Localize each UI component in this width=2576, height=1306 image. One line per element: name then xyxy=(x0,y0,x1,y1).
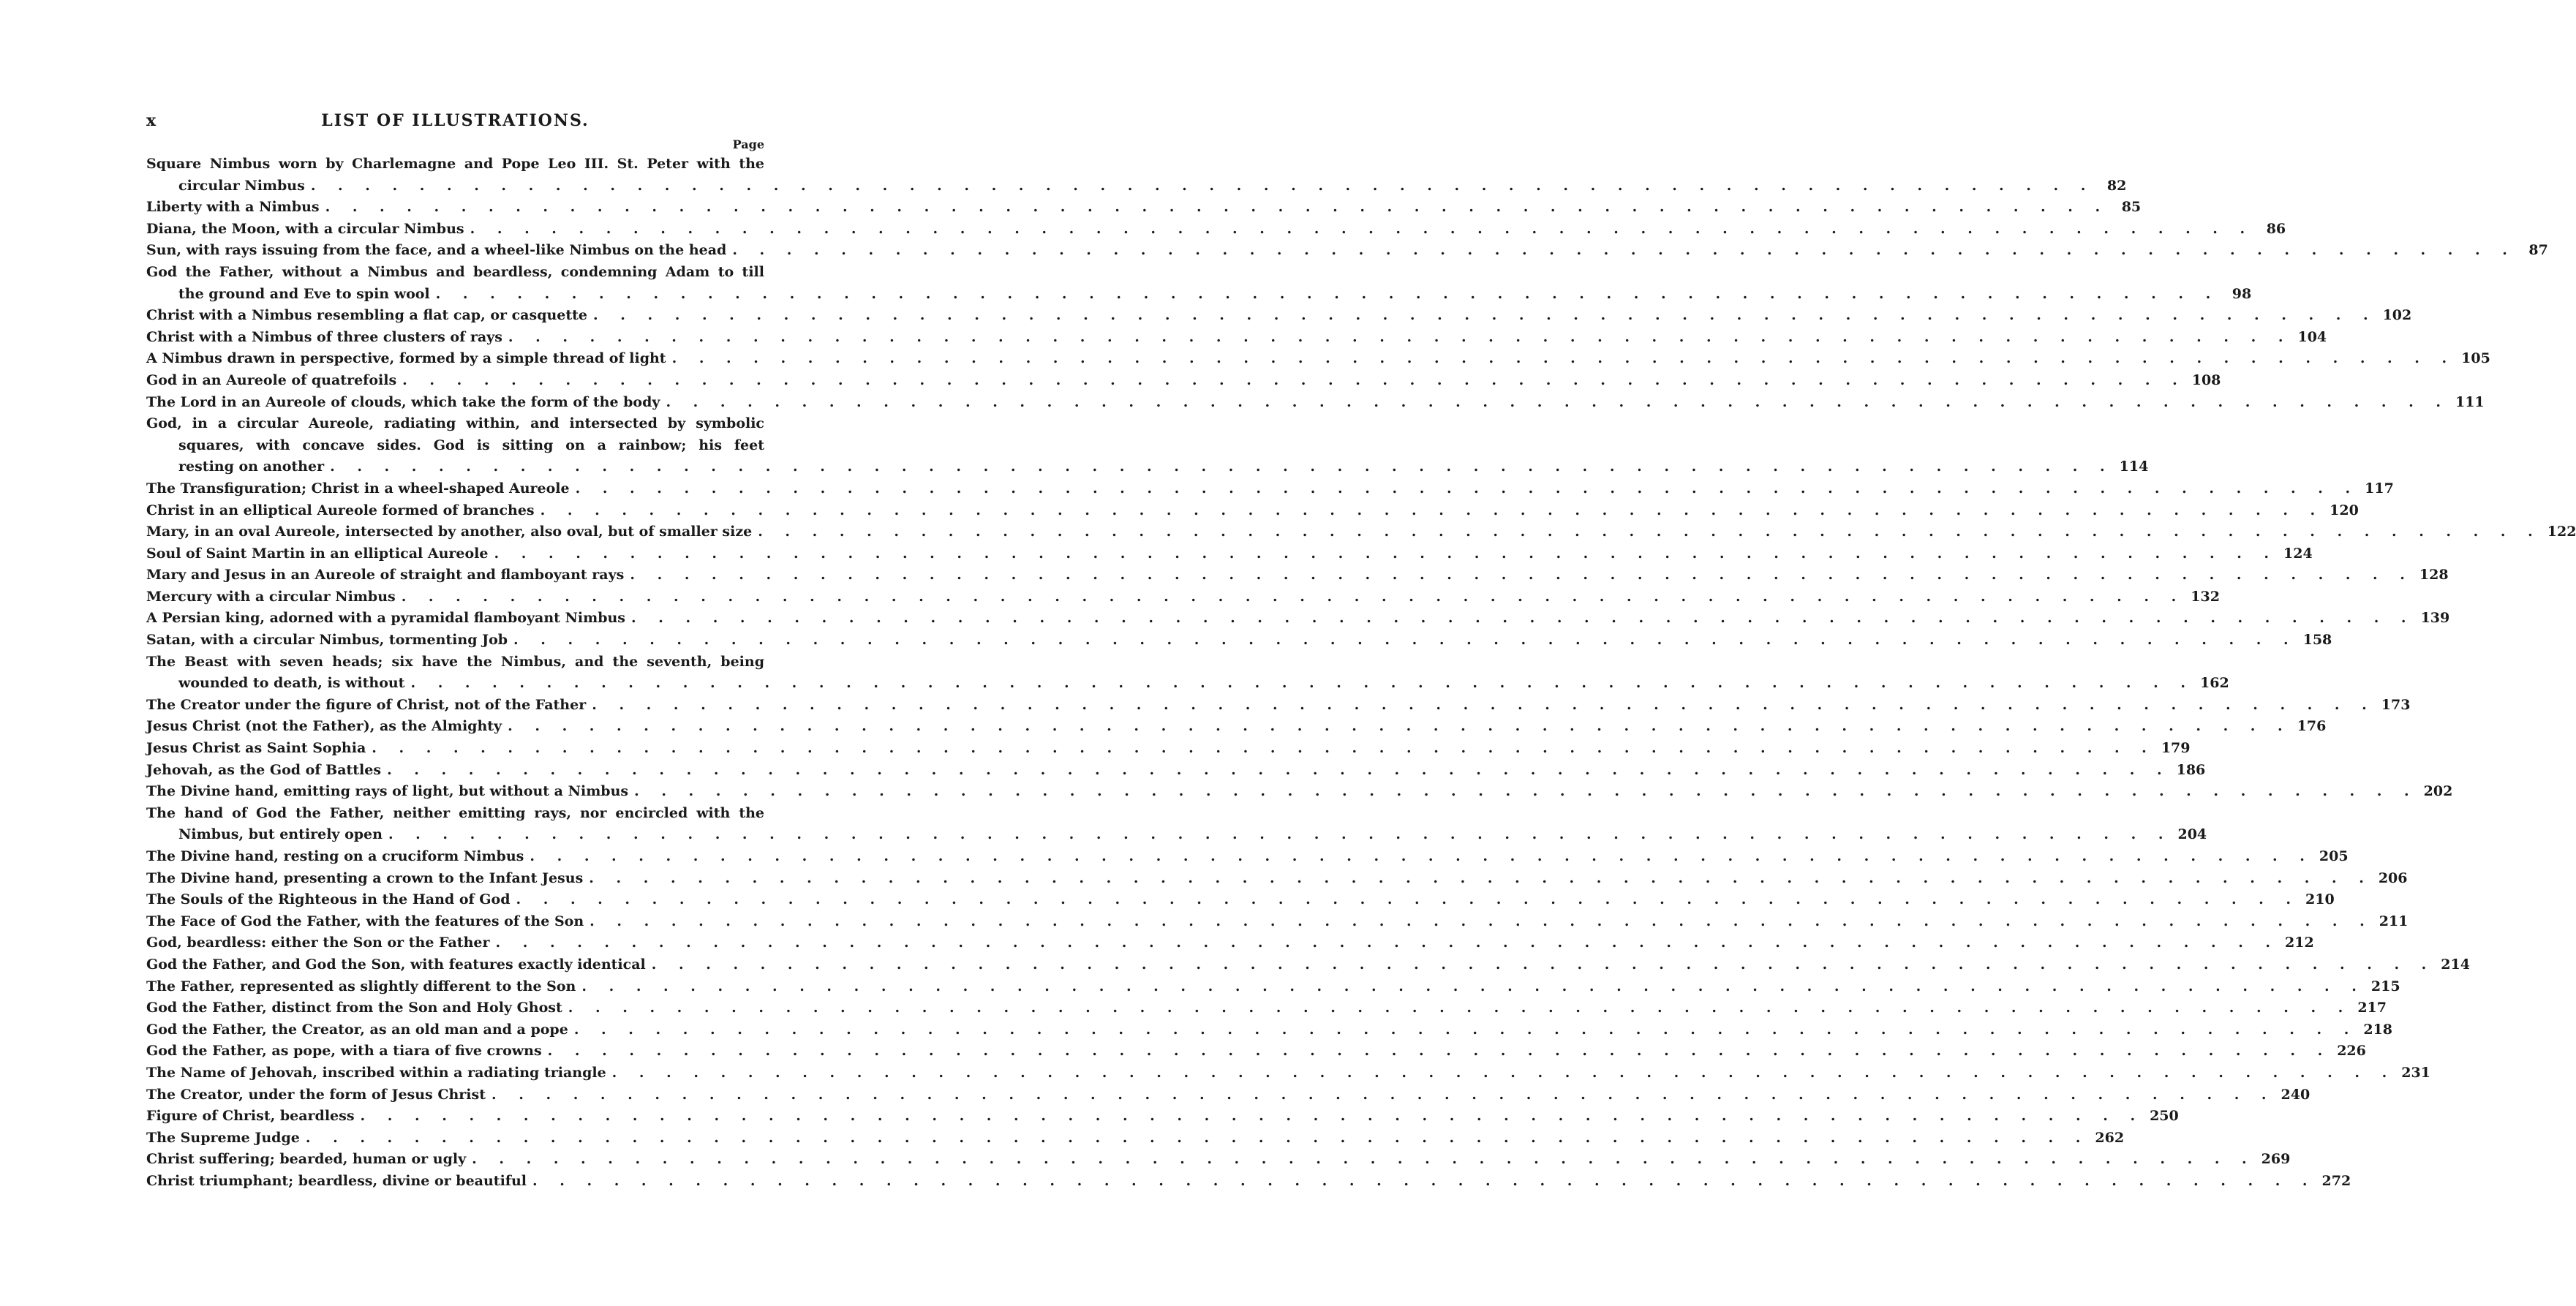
dot-leader xyxy=(513,630,2297,652)
entry-text: The Divine hand, emitting rays of light, but without a Nimbus xyxy=(146,783,629,800)
entry-text: Mercury with a circular Nimbus xyxy=(146,588,396,605)
list-item xyxy=(146,652,2229,695)
entry-line xyxy=(146,456,2149,478)
entry-text: The Creator, under the form of Jesus Christ xyxy=(146,1086,486,1103)
entry-text-line: The Beast with seven heads; six have the Nimbus, and the seventh, being xyxy=(146,653,764,670)
page-number: 86 xyxy=(2266,220,2286,237)
entry-text: The Supreme Judge xyxy=(146,1129,300,1146)
entry-line xyxy=(146,608,2450,630)
entry-line xyxy=(146,781,2453,803)
entry-line xyxy=(146,348,2490,370)
entry-line xyxy=(146,824,2207,846)
dot-leader xyxy=(436,284,2220,306)
page-number: 117 xyxy=(2365,480,2394,497)
page-number: 204 xyxy=(2177,826,2207,843)
page-number: 186 xyxy=(2176,761,2206,778)
entry-line xyxy=(146,565,2449,586)
page-number: 210 xyxy=(2305,891,2335,908)
list-item xyxy=(146,781,2453,803)
entry-text: Nimbus, but entirely open xyxy=(178,826,383,843)
entry-line xyxy=(146,327,2327,349)
entry-line xyxy=(146,1062,2430,1084)
list-item xyxy=(146,1149,2291,1171)
dot-leader xyxy=(590,911,2373,933)
entry-line xyxy=(146,370,2221,392)
list-item xyxy=(146,500,2359,522)
entry-text-line: squares, with concave sides. God is sitting on a rainbow; his feet xyxy=(178,437,764,453)
dot-leader xyxy=(472,1149,2256,1171)
page-number: 104 xyxy=(2297,328,2327,345)
entry-line xyxy=(146,219,2286,241)
page-number: 108 xyxy=(2191,371,2221,388)
entry-text-line: God, in a circular Aureole, radiating within, and intersected by symbolic xyxy=(146,415,764,432)
page-number: 214 xyxy=(2441,956,2470,973)
dot-leader xyxy=(593,305,2377,327)
entry-text: Soul of Saint Martin in an elliptical Aureole xyxy=(146,545,489,562)
entry-text: Figure of Christ, beardless xyxy=(146,1108,355,1125)
entry-text: Christ with a Nimbus resembling a flat cap, or casquette xyxy=(146,307,588,324)
dot-leader xyxy=(508,716,2291,738)
dot-leader xyxy=(402,370,2186,392)
entry-line xyxy=(146,997,2387,1019)
page-number: 111 xyxy=(2455,393,2485,410)
list-item xyxy=(146,305,2412,327)
dot-leader xyxy=(541,500,2324,522)
entry-line xyxy=(146,630,2332,652)
entry-text: Sun, with rays issuing from the face, and a wheel-like Nimbus on the head xyxy=(146,242,727,259)
list-item xyxy=(146,716,2327,738)
entry-line xyxy=(146,1019,2393,1041)
list-item xyxy=(146,932,2314,954)
entry-text: Christ with a Nimbus of three clusters of rays xyxy=(146,328,502,345)
entry-text: Satan, with a circular Nimbus, tormenting Job xyxy=(146,632,508,649)
page-number: 231 xyxy=(2401,1064,2430,1081)
page-number: 240 xyxy=(2281,1086,2311,1103)
entry-text-line: The hand of God the Father, neither emitting rays, nor encircled with the xyxy=(146,804,764,821)
list-item xyxy=(146,976,2400,998)
entry-line xyxy=(146,586,2220,608)
dot-leader xyxy=(758,521,2542,543)
entry-text: The Creator under the figure of Christ, not of the Father xyxy=(146,696,587,713)
entry-line xyxy=(146,716,2327,738)
entry-text: The Father, represented as slightly different to the Son xyxy=(146,978,576,994)
page-number: 250 xyxy=(2150,1108,2179,1125)
page-number: 85 xyxy=(2121,199,2142,216)
entry-line xyxy=(146,305,2412,327)
page-number: 82 xyxy=(2106,177,2127,194)
page-number: 215 xyxy=(2370,978,2400,994)
list-item xyxy=(146,413,2149,478)
page-number: 102 xyxy=(2382,307,2412,324)
page-number: 272 xyxy=(2321,1172,2351,1189)
dot-leader xyxy=(330,456,2114,478)
list-item xyxy=(146,695,2411,717)
dot-leader xyxy=(372,738,2155,760)
page-number: 176 xyxy=(2297,718,2327,735)
entry-line xyxy=(146,932,2314,954)
page-number: 212 xyxy=(2285,935,2314,951)
dot-leader xyxy=(508,327,2292,349)
entry-text: A Persian king, adorned with a pyramidal flamboyant Nimbus xyxy=(146,610,626,627)
list-item xyxy=(146,521,2576,543)
entry-line xyxy=(146,175,2127,197)
entry-text: the ground and Eve to spin wool xyxy=(178,285,430,302)
list-item xyxy=(146,565,2449,586)
entry-line xyxy=(146,846,2349,868)
entry-line xyxy=(146,197,2142,219)
entry-text: God the Father, distinct from the Son and Holy Ghost xyxy=(146,1000,562,1016)
dot-leader xyxy=(652,954,2436,976)
dot-leader xyxy=(306,1128,2090,1150)
page-number: 98 xyxy=(2232,285,2252,302)
entry-text: The Divine hand, presenting a crown to the Infant Jesus xyxy=(146,869,584,886)
page-number: 114 xyxy=(2119,458,2149,475)
list-item xyxy=(146,1171,2351,1193)
entry-line xyxy=(146,392,2485,414)
list-item xyxy=(146,889,2335,911)
dot-leader xyxy=(410,673,2194,695)
list-item xyxy=(146,154,2127,197)
entry-text: resting on another xyxy=(178,458,325,475)
entry-text: God in an Aureole of quatrefoils xyxy=(146,371,397,388)
dot-leader xyxy=(612,1062,2396,1084)
page-number: 226 xyxy=(2337,1043,2366,1060)
dot-leader xyxy=(634,781,2418,803)
dot-leader xyxy=(732,240,2516,262)
page-number: 162 xyxy=(2200,675,2229,692)
page-number: 122 xyxy=(2547,524,2576,540)
entry-text: God the Father, the Creator, as an old man and a pope xyxy=(146,1021,568,1038)
entry-text: God, beardless: either the Son or the Father xyxy=(146,935,490,951)
list-item xyxy=(146,586,2220,608)
entry-text: Christ triumphant; beardless, divine or beautiful xyxy=(146,1172,527,1189)
dot-leader xyxy=(574,1019,2358,1041)
entry-text: Diana, the Moon, with a circular Nimbus xyxy=(146,220,464,237)
list-item xyxy=(146,954,2470,976)
entry-text: The Souls of the Righteous in the Hand of God xyxy=(146,891,511,908)
entry-line xyxy=(146,868,2408,890)
entry-text: God the Father, as pope, with a tiara of five crowns xyxy=(146,1043,542,1060)
page-number: 120 xyxy=(2330,502,2359,518)
page-number: 206 xyxy=(2378,869,2408,886)
page-number: 139 xyxy=(2420,610,2450,627)
page-number: 217 xyxy=(2357,1000,2387,1016)
entry-line xyxy=(146,695,2411,717)
entry-text: Mary and Jesus in an Aureole of straight and flamboyant rays xyxy=(146,567,625,584)
entry-text: Christ in an elliptical Aureole formed of branches xyxy=(146,502,535,518)
list-item xyxy=(146,911,2409,933)
entry-text: A Nimbus drawn in perspective, formed by a simple thread of light xyxy=(146,350,666,367)
list-item xyxy=(146,1062,2430,1084)
dot-leader xyxy=(666,392,2449,414)
list-item xyxy=(146,997,2387,1019)
entry-text: Christ suffering; bearded, human or ugly xyxy=(146,1151,467,1168)
dot-leader xyxy=(589,868,2373,890)
page-number: 158 xyxy=(2302,632,2332,649)
list-item xyxy=(146,262,2252,305)
entry-text: Jehovah, as the God of Battles xyxy=(146,761,382,778)
dot-leader xyxy=(548,1041,2332,1062)
list-item xyxy=(146,846,2349,868)
dot-leader xyxy=(387,760,2171,782)
dot-leader xyxy=(568,997,2352,1019)
page-header xyxy=(146,111,764,137)
entry-line xyxy=(146,284,2252,306)
entry-text: wounded to death, is without xyxy=(178,675,405,692)
running-title: LIST OF ILLUSTRATIONS. xyxy=(321,111,590,130)
list-item xyxy=(146,803,2207,846)
entry-text-line: God the Father, without a Nimbus and beardless, condemning Adam to till xyxy=(146,263,764,280)
dot-leader xyxy=(325,197,2109,219)
dot-leader xyxy=(581,976,2365,998)
entry-line xyxy=(146,521,2576,543)
list-item xyxy=(146,608,2450,630)
dot-leader xyxy=(494,543,2278,565)
entry-text: The Name of Jehovah, inscribed within a radiating triangle xyxy=(146,1064,606,1081)
entry-line xyxy=(146,738,2191,760)
entry-line xyxy=(146,976,2400,998)
page-number: 124 xyxy=(2283,545,2313,562)
dot-leader xyxy=(402,586,2185,608)
entry-line xyxy=(146,1128,2125,1150)
dot-leader xyxy=(470,219,2254,241)
entry-line xyxy=(146,543,2313,565)
list-item xyxy=(146,760,2206,782)
list-item xyxy=(146,348,2490,370)
list-item xyxy=(146,543,2313,565)
page-number: 262 xyxy=(2095,1129,2125,1146)
page-column-label: Page xyxy=(732,137,764,151)
entry-line xyxy=(146,1084,2311,1106)
list-item xyxy=(146,240,2548,262)
list-item xyxy=(146,1084,2311,1106)
dot-leader xyxy=(530,846,2313,868)
dot-leader xyxy=(630,565,2414,586)
page-number: 218 xyxy=(2363,1021,2393,1038)
dot-leader xyxy=(592,695,2376,717)
entry-line xyxy=(146,760,2206,782)
entry-line xyxy=(146,500,2359,522)
entry-text: Jesus Christ as Saint Sophia xyxy=(146,740,366,757)
entry-line xyxy=(146,1041,2366,1062)
entry-text: God the Father, and God the Son, with features exactly identical xyxy=(146,956,646,973)
dot-leader xyxy=(311,175,2095,197)
entry-line xyxy=(146,911,2409,933)
entry-line xyxy=(146,673,2229,695)
page-number: 269 xyxy=(2261,1151,2291,1168)
entry-line xyxy=(146,954,2470,976)
entry-line xyxy=(146,1149,2291,1171)
dot-leader xyxy=(361,1106,2144,1128)
page-number: 179 xyxy=(2161,740,2191,757)
list-item xyxy=(146,630,2332,652)
list-item xyxy=(146,327,2327,349)
entry-line xyxy=(146,889,2335,911)
list-item xyxy=(146,197,2142,219)
entry-line xyxy=(146,1171,2351,1193)
list-item xyxy=(146,392,2485,414)
entry-text-line: Square Nimbus worn by Charlemagne and Pope Leo III. St. Peter with the xyxy=(146,156,764,172)
page-number: 211 xyxy=(2379,913,2409,929)
entry-line xyxy=(146,478,2394,500)
list-item xyxy=(146,219,2286,241)
list-item xyxy=(146,1019,2393,1041)
list-item xyxy=(146,1128,2125,1150)
dot-leader xyxy=(576,478,2360,500)
dot-leader xyxy=(388,824,2172,846)
list-item xyxy=(146,478,2394,500)
entry-line xyxy=(146,240,2548,262)
dot-leader xyxy=(516,889,2300,911)
list-item xyxy=(146,370,2221,392)
dot-leader xyxy=(496,932,2280,954)
illustrations-list xyxy=(146,154,2576,1193)
entry-text: The Divine hand, resting on a cruciform Nimbus xyxy=(146,848,524,864)
entry-line xyxy=(146,1106,2179,1128)
page-number: 173 xyxy=(2381,696,2411,713)
page-numeral: x xyxy=(146,111,157,130)
entry-text: Liberty with a Nimbus xyxy=(146,199,320,216)
dot-leader xyxy=(631,608,2415,630)
list-item xyxy=(146,1106,2179,1128)
entry-text: Mary, in an oval Aureole, intersected by another, also oval, but of smaller size xyxy=(146,524,753,540)
dot-leader xyxy=(492,1084,2275,1106)
list-item xyxy=(146,1041,2366,1062)
entry-text: Jesus Christ (not the Father), as the Almighty xyxy=(146,718,502,735)
page-number: 105 xyxy=(2461,350,2490,367)
page-number: 132 xyxy=(2191,588,2220,605)
page-number: 87 xyxy=(2528,242,2548,259)
list-item xyxy=(146,868,2408,890)
entry-text: The Face of God the Father, with the features of the Son xyxy=(146,913,584,929)
page-number: 202 xyxy=(2423,783,2453,800)
entry-text: The Lord in an Aureole of clouds, which take the form of the body xyxy=(146,393,660,410)
dot-leader xyxy=(672,348,2456,370)
list-item xyxy=(146,738,2191,760)
entry-text: The Transfiguration; Christ in a wheel-shaped Aureole xyxy=(146,480,570,497)
dot-leader xyxy=(532,1171,2316,1193)
page-number: 205 xyxy=(2319,848,2349,864)
page-number: 128 xyxy=(2419,567,2449,584)
entry-text: circular Nimbus xyxy=(178,177,305,194)
